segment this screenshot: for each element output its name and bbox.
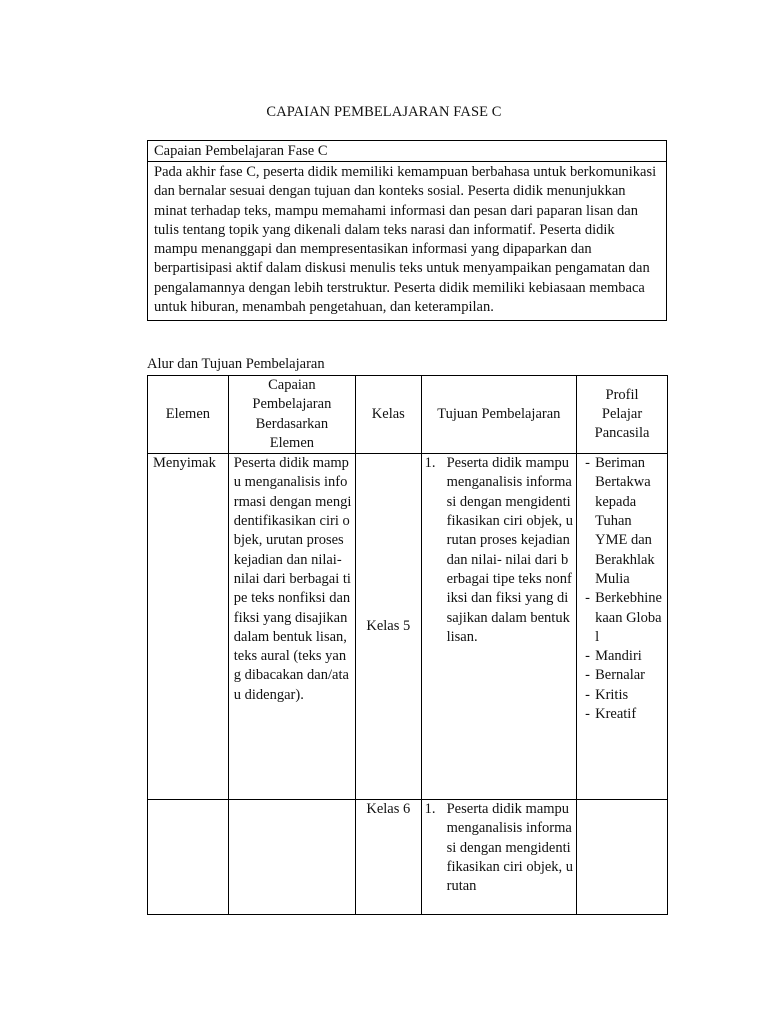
header-profil: Profil Pelajar Pancasila xyxy=(577,376,668,454)
header-capaian: Capaian Pembelajaran Berdasarkan Elemen xyxy=(228,376,355,454)
cell-profil xyxy=(577,800,668,915)
capaian-text: Pada akhir fase C, peserta didik memiliki kemampuan berbahasa untuk berkomunikasi dan bernalar sesuai dengan tujuan dan konteks sosial. Peserta didik menunjukkan minat terhadap teks, mampu memahami informasi dan pesan dari paparan lisan dan tulis tentang topik yang dikenali dalam teks narasi dan informatif. Peserta didik mampu menanggapi dan mempresentasikan informasi yang dipaparkan dan berpartisipasi aktif dalam diskusi menulis teks untuk menyampaikan pengamatan dan pengalamannya dengan lebih terstruktur. Peserta didik memiliki kebiasaan membaca untuk hiburan, menambah pengetahuan, dan keterampilan. xyxy=(154,164,657,316)
profil-item: - Berkebhinekaan Global xyxy=(585,590,662,645)
profil-item: - Kritis xyxy=(585,686,629,703)
tujuan-number: 1. xyxy=(424,455,436,472)
cell-profil xyxy=(577,454,668,800)
atp-table xyxy=(147,375,668,915)
cell-elemen xyxy=(148,800,229,915)
profil-item: - Bernalar xyxy=(585,667,646,684)
header-kelas: Kelas xyxy=(355,376,421,454)
cell-kelas: Kelas 6 xyxy=(355,800,421,915)
tujuan-number: 1. xyxy=(424,801,436,818)
cell-tujuan xyxy=(421,800,576,915)
profil-item: - Mandiri xyxy=(585,648,642,665)
cell-kelas: Kelas 5 xyxy=(355,454,421,800)
capaian-box xyxy=(147,140,667,321)
table-header-row xyxy=(148,376,668,454)
profil-item: - Beriman Bertakwa kepada Tuhan YME dan Berakhlak Mulia xyxy=(585,455,655,587)
document-title: CAPAIAN PEMBELAJARAN FASE C xyxy=(266,104,502,120)
cell-capaian: Peserta didik mampu menganalisis informasi dengan mengidentifikasikan ciri objek, urutan proses kejadian dan nilai- nilai dari berbagai tipe teks nonfiksi dan fiksi yang disajikan dalam bentuk lisan, teks aural (teks yang dibacakan dan/atau didengar). xyxy=(228,454,355,800)
profil-item: - Kreatif xyxy=(585,706,637,723)
atp-label: Alur dan Tujuan Pembelajaran xyxy=(147,356,325,372)
cell-capaian xyxy=(228,800,355,915)
capaian-heading: Capaian Pembelajaran Fase C xyxy=(148,141,666,162)
cell-elemen: Menyimak xyxy=(148,454,229,800)
cell-tujuan xyxy=(421,454,576,800)
table-row xyxy=(148,454,668,800)
table-row xyxy=(148,800,668,915)
header-tujuan: Tujuan Pembelajaran xyxy=(421,376,576,454)
header-elemen: Elemen xyxy=(148,376,229,454)
tujuan-text: Peserta didik mampu menganalisis informasi dengan mengidentifikasikan ciri objek, urutan xyxy=(446,801,574,895)
tujuan-text: Peserta didik mampu menganalisis informasi dengan mengidentifikasikan ciri objek, urutan proses kejadian dan nilai- nilai dari berbagai tipe teks nonfiksi dan fiksi yang disajikan dalam bentuk lisan. xyxy=(446,455,574,645)
